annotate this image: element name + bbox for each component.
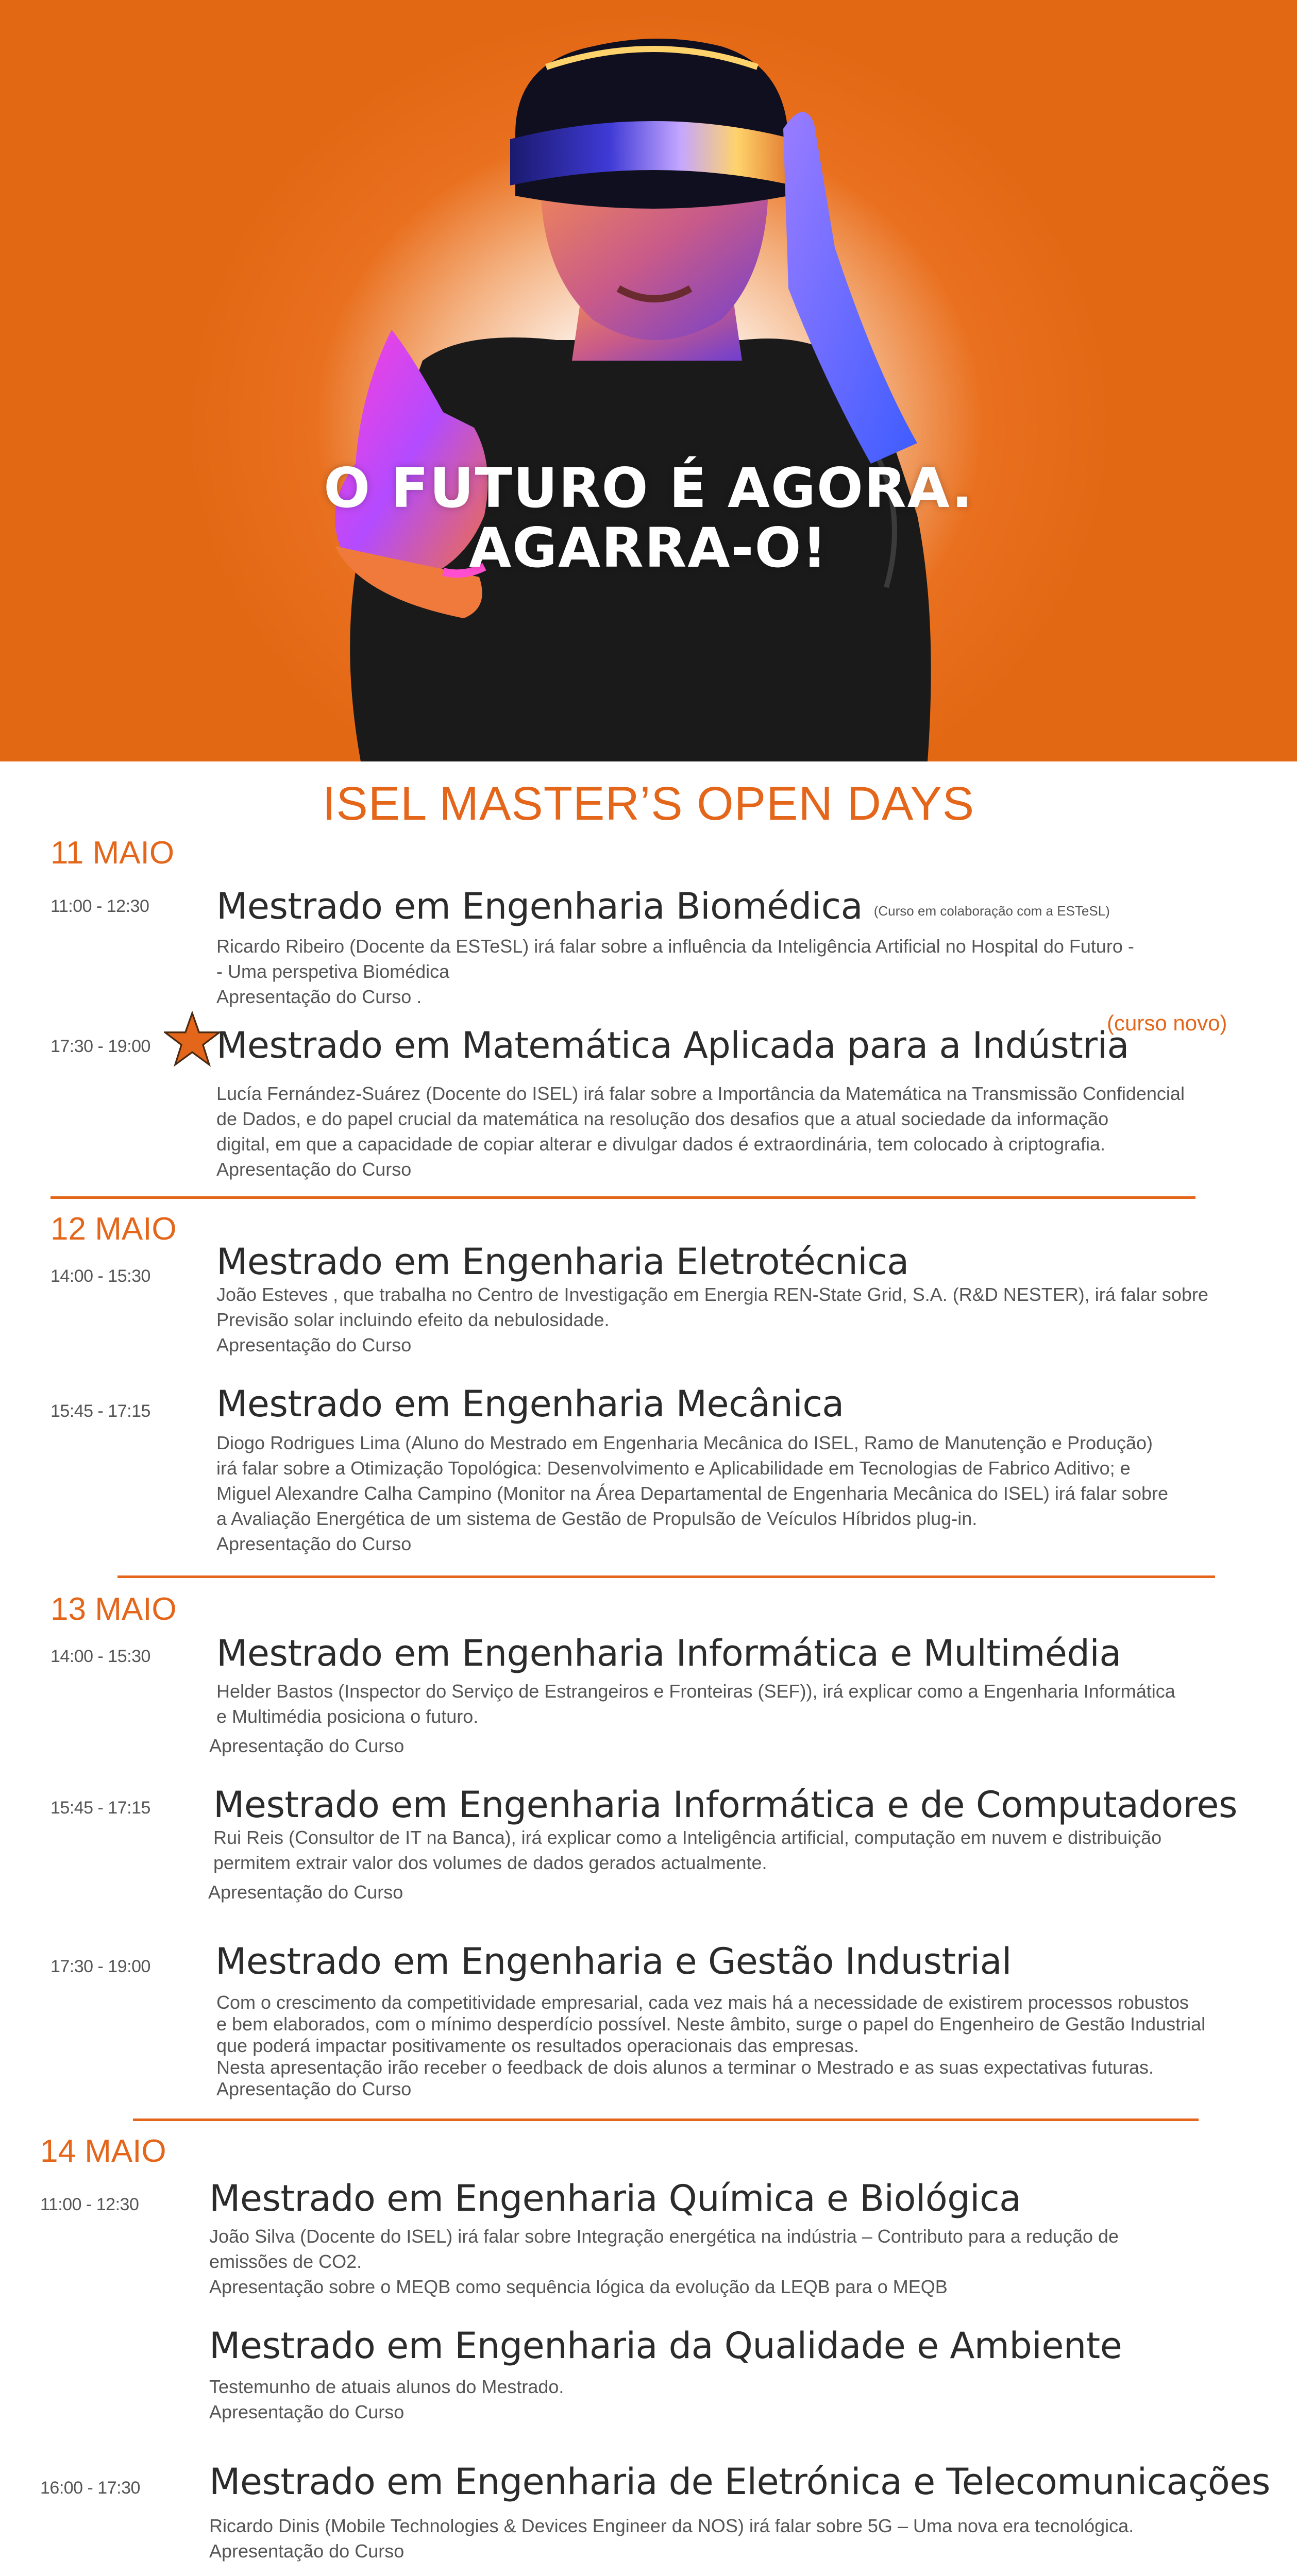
description-line: Apresentação do Curso: [216, 1533, 412, 1554]
description-line: Previsão solar incluindo efeito da nebulosidade.: [216, 1309, 610, 1330]
description-line: João Esteves , que trabalha no Centro de Investigação em Energia REN-State Grid, S.A. (R&D NESTER), irá falar sobre: [216, 1284, 1208, 1305]
hero-banner: [0, 0, 1297, 761]
session-description: [209, 1679, 1175, 1758]
session-description: [209, 2513, 1134, 2564]
description-line: Miguel Alexandre Calha Campino (Monitor na Área Departamental de Engenharia Mecânica do ISEL) irá falar sobre: [216, 1483, 1169, 1504]
session-time: 14:00 - 15:30: [50, 1266, 150, 1286]
description-line: Diogo Rodrigues Lima (Aluno do Mestrado em Engenharia Mecânica do ISEL, Ramo de Manutenção e Produção): [216, 1432, 1153, 1453]
session-description: [216, 1282, 1208, 1358]
description-line: Apresentação do Curso: [216, 2078, 412, 2099]
star-icon: [164, 1011, 221, 1067]
course-title: Mestrado em Engenharia Mecânica: [216, 1383, 844, 1425]
session-time: 14:00 - 15:30: [50, 1647, 150, 1666]
vr-person-illustration: [0, 0, 1297, 761]
description-line: de Dados, e do papel crucial da matemática na resolução dos desafios que a atual sociedade da informação: [216, 1108, 1109, 1129]
session-description: [209, 2224, 1119, 2299]
session-time: 17:30 - 19:00: [50, 1957, 150, 1976]
description-line: a Avaliação Energética de um sistema de Gestão de Propulsão de Veículos Híbridos plug-in.: [216, 1508, 978, 1529]
description-line: Apresentação do Curso: [216, 1334, 412, 1355]
session-time: 11:00 - 12:30: [50, 896, 149, 916]
description-line: que poderá impactar positivamente os resultados operacionais das empresas.: [216, 2035, 859, 2056]
session-time: 11:00 - 12:30: [40, 2195, 139, 2214]
course-title: Mestrado em Engenharia e Gestão Industrial: [215, 1940, 1012, 1982]
session-time: 16:00 - 17:30: [40, 2478, 140, 2498]
course-title: Mestrado em Engenharia Química e Biológica: [209, 2177, 1021, 2219]
course-title: Mestrado em Engenharia Informática e Multimédia: [216, 1632, 1121, 1674]
session-description: [208, 1825, 1162, 1905]
description-line: e Multimédia posiciona o futuro.: [216, 1706, 479, 1727]
description-line: irá falar sobre a Otimização Topológica: Desenvolvimento e Aplicabilidade em Tecnologias de Fabrico Aditivo; e: [216, 1458, 1131, 1479]
description-line: digital, em que a capacidade de copiar alterar e divulgar dados é extraordinária, tem colocado à criptografia.: [216, 1133, 1106, 1155]
section-divider: [50, 1196, 1195, 1199]
day-heading-11-maio: 11 MAIO: [50, 835, 175, 871]
page-title: ISEL MASTER’S OPEN DAYS: [322, 777, 975, 830]
session-description: [216, 1992, 1205, 2100]
course-title: Mestrado em Engenharia da Qualidade e Ambiente: [209, 2325, 1122, 2367]
session-description: [209, 2374, 564, 2425]
description-line: Com o crescimento da competitividade empresarial, cada vez mais há a necessidade de existirem processos robustos: [216, 1992, 1189, 2013]
description-line: Apresentação do Curso: [216, 1159, 412, 1180]
session-time: 15:45 - 17:15: [50, 1401, 150, 1421]
hero-title-line-2: AGARRA-O!: [469, 516, 828, 580]
description-line: Helder Bastos (Inspector do Serviço de Estrangeiros e Fronteiras (SEF)), irá explicar como a Engenharia Informática: [216, 1681, 1175, 1702]
day-heading-13-maio: 13 MAIO: [50, 1591, 177, 1627]
description-line: Apresentação do Curso: [209, 2401, 405, 2422]
course-title: Mestrado em Engenharia Informática e de Computadores: [213, 1784, 1237, 1826]
description-line: João Silva (Docente do ISEL) irá falar sobre Integração energética na indústria – Contributo para a redução de: [209, 2226, 1119, 2247]
description-line: - Uma perspetiva Biomédica: [216, 961, 450, 982]
description-line: Ricardo Ribeiro (Docente da ESTeSL) irá falar sobre a influência da Inteligência Artificial no Hospital do Futuro -: [216, 936, 1134, 957]
new-course-badge: (curso novo): [1107, 1011, 1227, 1035]
session-description: [216, 934, 1134, 1009]
description-line: Rui Reis (Consultor de IT na Banca), irá explicar como a Inteligência artificial, computação em nuvem e distribuição: [213, 1827, 1162, 1848]
description-line: Nesta apresentação irão receber o feedback de dois alunos a terminar o Mestrado e as suas expectativas futuras.: [216, 2057, 1154, 2078]
description-line: Apresentação do Curso: [208, 1882, 403, 1903]
description-line: Apresentação do Curso: [209, 2540, 405, 2562]
description-line: Ricardo Dinis (Mobile Technologies & Devices Engineer da NOS) irá falar sobre 5G – Uma nova era tecnológica.: [209, 2515, 1134, 2536]
session-description: [216, 1430, 1168, 1556]
description-line: Apresentação do Curso: [209, 1735, 405, 1756]
course-note: (Curso em colaboração com a ESTeSL): [873, 903, 1110, 919]
section-divider: [133, 2119, 1199, 2121]
session-time: 17:30 - 19:00: [50, 1037, 150, 1056]
course-title: Mestrado em Matemática Aplicada para a Indústria: [216, 1024, 1129, 1066]
hero-title-line-1: O FUTURO É AGORA.: [324, 456, 973, 520]
description-line: emissões de CO2.: [209, 2251, 362, 2272]
course-title: Mestrado em Engenharia de Eletrónica e Telecomunicações: [209, 2461, 1270, 2503]
course-title: Mestrado em Engenharia Eletrotécnica: [216, 1241, 909, 1283]
description-line: e bem elaborados, com o mínimo desperdício possível. Neste âmbito, surge o papel do Engenheiro de Gestão Industrial: [216, 2013, 1206, 2035]
course-name: Mestrado em Engenharia Biomédica: [216, 885, 863, 927]
course-title: [216, 885, 1110, 927]
description-line: Apresentação do Curso .: [216, 986, 422, 1007]
description-line: Lucía Fernández-Suárez (Docente do ISEL) irá falar sobre a Importância da Matemática na Transmissão Confidencial: [216, 1083, 1185, 1104]
day-heading-14-maio: 14 MAIO: [40, 2133, 166, 2169]
session-time: 15:45 - 17:15: [50, 1798, 150, 1818]
description-line: Apresentação sobre o MEQB como sequência lógica da evolução da LEQB para o MEQB: [209, 2276, 948, 2297]
description-line: permitem extrair valor dos volumes de dados gerados actualmente.: [213, 1852, 767, 1873]
day-heading-12-maio: 12 MAIO: [50, 1211, 177, 1247]
description-line: Testemunho de atuais alunos do Mestrado.: [209, 2376, 564, 2397]
section-divider: [117, 1575, 1215, 1578]
session-description: [216, 1081, 1185, 1182]
